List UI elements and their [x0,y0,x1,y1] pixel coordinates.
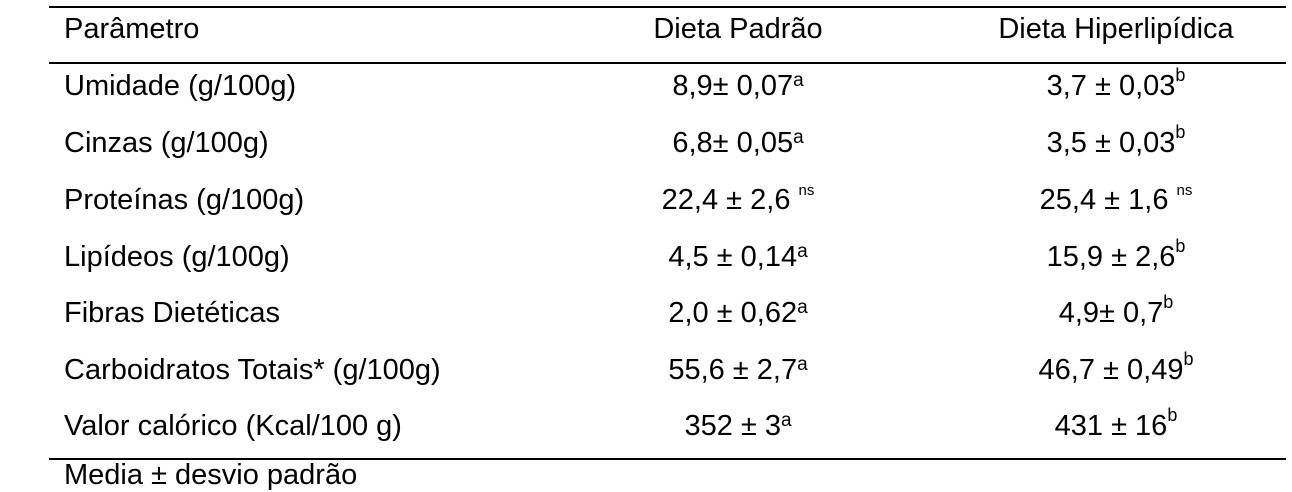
row-umidade-padrao [530,69,946,103]
value: 46,7 ± 0,49 [1038,354,1184,386]
table-footnote: Media ± desvio padrão [64,459,358,491]
value: 6,8± 0,05 [672,127,794,159]
row-carboidratos-hiper [946,349,1286,387]
value: 3,5 ± 0,03 [1046,127,1176,159]
row-valor-calorico-hiper [946,405,1286,443]
superscript: ns [798,182,815,199]
row-proteinas-hiper [946,183,1286,217]
row-cinzas-hiper [946,122,1286,160]
row-umidade-param: Umidade (g/100g) [64,70,297,102]
row-lipideos-hiper [946,236,1286,274]
value: 3,7 ± 0,03 [1046,70,1176,102]
superscript: b [1183,349,1194,369]
header-parameter: Parâmetro [64,13,200,45]
header-standard-diet: Dieta Padrão [653,13,823,45]
superscript: b [1175,122,1186,142]
value: 8,9± 0,07 [672,70,794,102]
row-valor-calorico-param: Valor calórico (Kcal/100 g) [64,410,402,442]
value: 4,9± 0,7 [1058,297,1164,329]
row-fibras-padrao [530,296,946,330]
header-high-fat-diet: Dieta Hiperlipídica [998,13,1234,45]
row-carboidratos-param: Carboidratos Totais* (g/100g) [64,354,441,386]
superscript: a [797,354,808,375]
superscript: a [797,241,808,262]
value: 352 ± 3 [684,410,781,442]
superscript: b [1163,292,1174,312]
row-umidade-hiper [946,65,1286,103]
row-fibras-hiper [946,292,1286,330]
superscript: a [797,297,808,318]
superscript: b [1175,236,1186,256]
table-top-rule [49,6,1286,8]
superscript: ns [1176,182,1193,199]
row-proteinas-param: Proteínas (g/100g) [64,184,305,216]
row-lipideos-param: Lipídeos (g/100g) [64,241,290,273]
row-cinzas-param: Cinzas (g/100g) [64,127,269,159]
row-fibras-param: Fibras Dietéticas [64,297,280,329]
row-carboidratos-padrao [530,353,946,387]
value: 25,4 ± 1,6 [1039,184,1177,216]
value: 2,0 ± 0,62 [668,297,798,329]
superscript: a [780,410,792,431]
superscript: b [1167,405,1178,425]
row-valor-calorico-padrao [530,409,946,443]
superscript: a [793,70,804,91]
value: 15,9 ± 2,6 [1046,241,1176,273]
header-rule [49,62,1286,64]
value: 22,4 ± 2,6 [661,184,799,216]
superscript: a [793,127,804,148]
value: 4,5 ± 0,14 [668,241,798,273]
superscript: b [1175,65,1186,85]
value: 55,6 ± 2,7 [668,354,798,386]
row-cinzas-padrao [530,126,946,160]
value: 431 ± 16 [1054,410,1168,442]
row-lipideos-padrao [530,240,946,274]
row-proteinas-padrao [530,183,946,217]
